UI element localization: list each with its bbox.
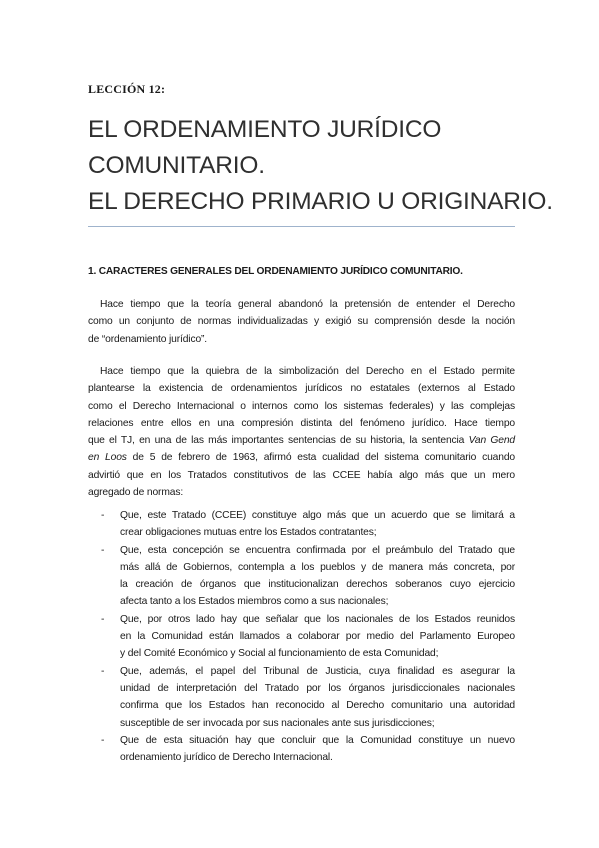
list-item-line: ordenamiento jurídico de Derecho Internacional.	[120, 752, 333, 764]
page-title	[88, 112, 553, 220]
case-name-italic: en Loos	[88, 452, 127, 464]
bullet-dash: -	[101, 734, 105, 746]
paragraph-line: advirtió que en los Tratados constitutivos de las CCEE había algo más que un mero	[88, 469, 515, 481]
title-line: COMUNITARIO.	[88, 152, 265, 179]
section-heading: 1. CARACTERES GENERALES DEL ORDENAMIENTO JURÍDICO COMUNITARIO.	[88, 266, 463, 277]
bullet-dash: -	[101, 613, 105, 625]
list-item-line: en la Comunidad están llamados a colaborar por medio del Parlamento Europeo	[120, 631, 515, 643]
paragraph-1	[88, 296, 515, 348]
bullet-dash: -	[101, 665, 105, 677]
list-item-line: Que de esta situación hay que concluir que la Comunidad constituye un nuevo	[120, 734, 515, 746]
title-line: EL ORDENAMIENTO JURÍDICO	[88, 116, 442, 143]
bullet-dash: -	[101, 544, 105, 556]
list-item	[88, 611, 515, 663]
list-item-line: confirma que los Estados han reconocido al Derecho comunitario una autoridad	[120, 700, 515, 712]
list-item	[88, 507, 515, 542]
paragraph-text: de 5 de febrero de 1963, afirmó esta cualidad del sistema comunitario cuando	[126, 452, 515, 464]
list-item-line: Que, por otros lado hay que señalar que los nacionales de los Estados reunidos	[120, 613, 515, 625]
list-item-line: susceptible de ser invocada por sus nacionales ante sus jurisdicciones;	[120, 717, 435, 729]
list-item-line: la creación de órganos que institucionalizan derechos soberanos cuyo ejercicio	[120, 579, 515, 591]
list-item-line: Que, esta concepción se encuentra confirmada por el preámbulo del Tratado que	[120, 544, 515, 556]
list-item-line: afecta tanto a los Estados miembros como a sus nacionales;	[120, 596, 389, 608]
list-item	[88, 542, 515, 611]
list-item	[88, 732, 515, 767]
bullet-dash: -	[101, 510, 105, 521]
paragraph-line: agregado de normas:	[88, 487, 184, 499]
list-item	[88, 663, 515, 732]
paragraph-line: de “ordenamiento jurídico”.	[88, 333, 208, 345]
title-line: EL DERECHO PRIMARIO U ORIGINARIO.	[88, 188, 553, 215]
list-item-line: y del Comité Económico y Social al funcionamiento de esta Comunidad;	[120, 648, 439, 660]
case-name-italic: Van Gend	[468, 435, 515, 447]
list-item-line: más allá de Gobiernos, contempla a los pueblos y de manera más concreta, por	[120, 561, 515, 573]
paragraph-text: que el TJ, en una de las más importantes sentencias de su historia, la sentencia	[88, 435, 469, 447]
paragraph-line: relaciones entre ellos en una compresión distinta del fenómeno jurídico. Hace tiempo	[88, 417, 515, 429]
lesson-label: LECCIÓN 12:	[88, 82, 166, 96]
paragraph-line: como el Derecho Internacional o internos como los sistemas federales) y las complejas	[88, 400, 515, 412]
title-divider	[88, 226, 515, 227]
paragraph-2	[88, 363, 515, 501]
paragraph-line	[88, 449, 515, 466]
paragraph-line: plantearse la existencia de ordenamientos jurídicos no estatales (externos al Estado	[88, 383, 515, 395]
bullet-list	[88, 507, 515, 766]
list-item-line: unidad de interpretación del Tratado por los órganos jurisdiccionales nacionales	[120, 682, 515, 694]
list-item-line: Que, además, el papel del Tribunal de Justicia, cuya finalidad es asegurar la	[120, 665, 515, 677]
paragraph-line: como un conjunto de normas individualizadas y exigió su comprensión desde la noción	[88, 316, 515, 328]
list-item-line: crear obligaciones mutuas entre los Estados contratantes;	[120, 527, 377, 539]
paragraph-line: Hace tiempo que la teoría general abandonó la pretensión de entender el Derecho	[100, 299, 515, 310]
paragraph-line	[88, 432, 515, 449]
list-item-line: Que, este Tratado (CCEE) constituye algo más que un acuerdo que se limitará a	[120, 510, 515, 521]
paragraph-line: Hace tiempo que la quiebra de la simbolización del Derecho en el Estado permite	[100, 366, 515, 377]
